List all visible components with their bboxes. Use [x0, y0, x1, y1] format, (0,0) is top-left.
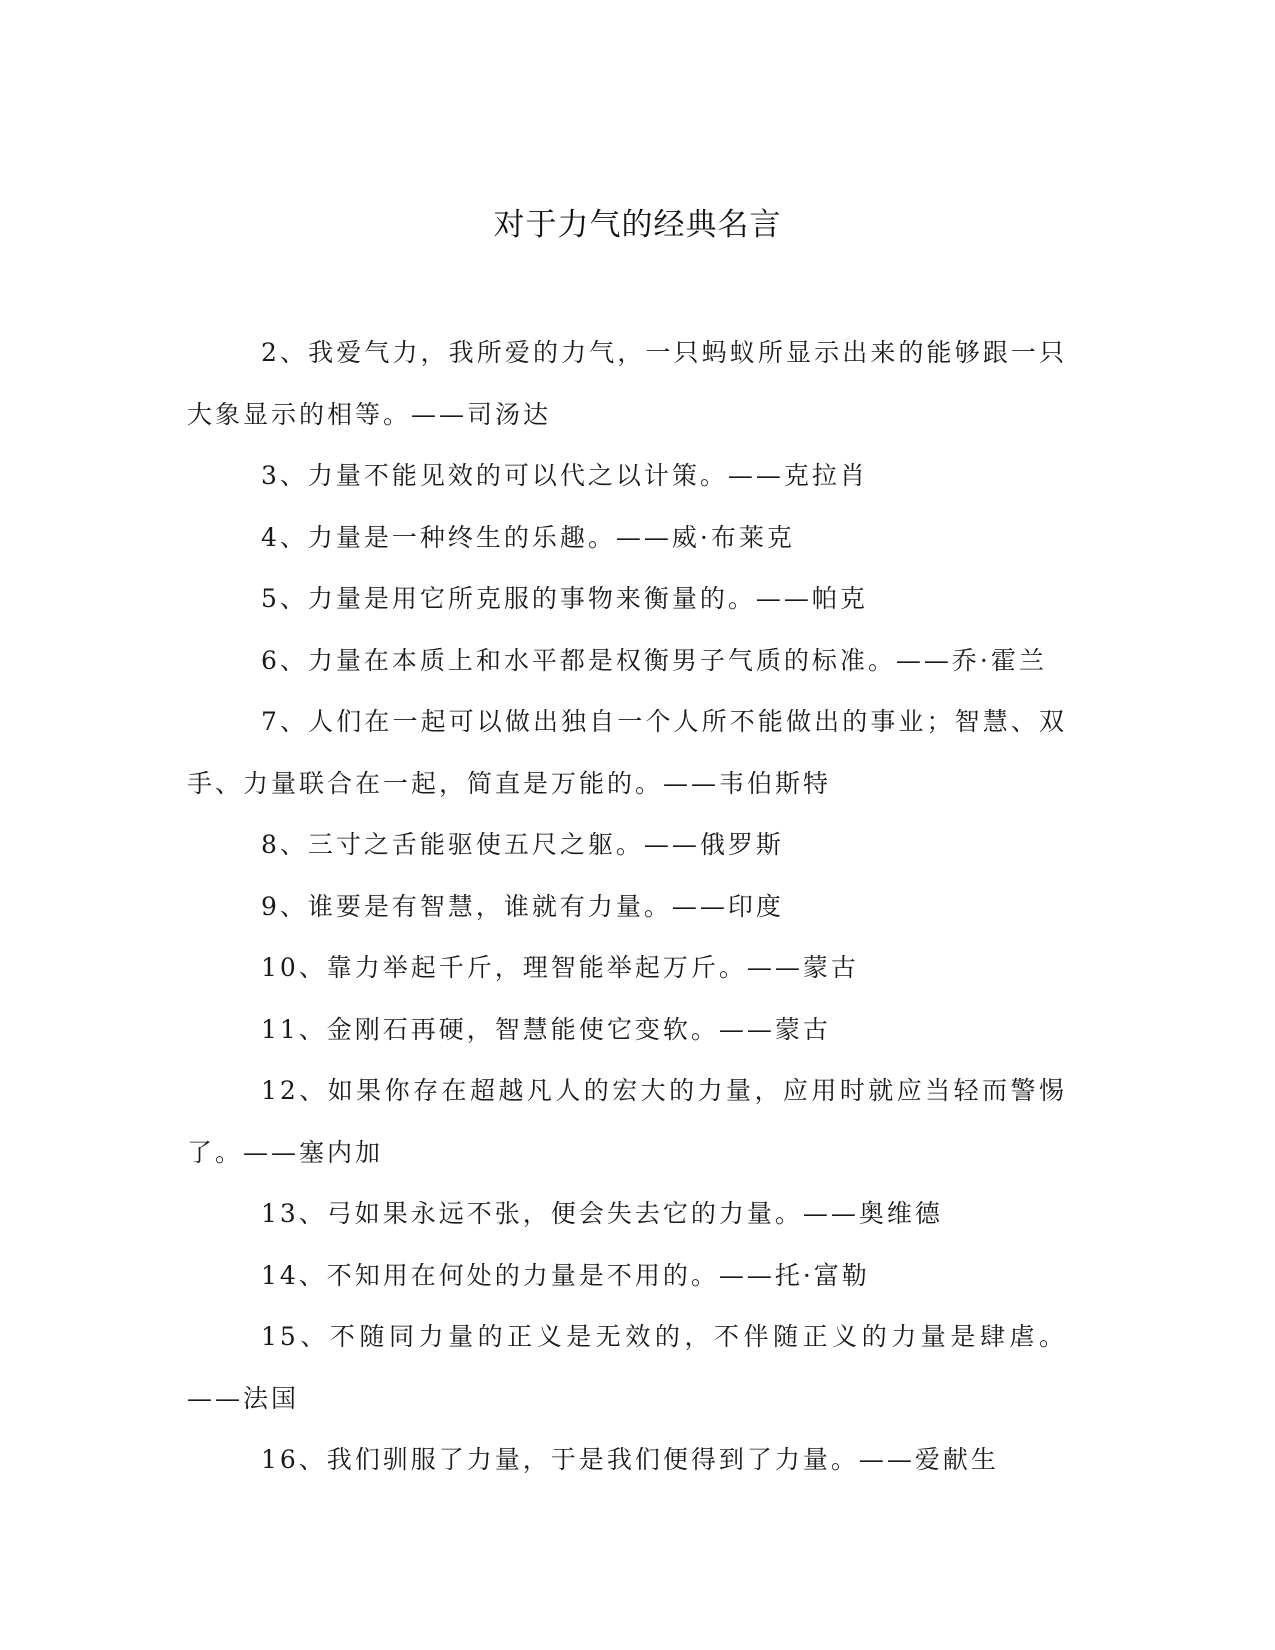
- quote-paragraph: 8、三寸之舌能驱使五尺之躯。——俄罗斯: [261, 830, 784, 859]
- quote-paragraph: 5、力量是用它所克服的事物来衡量的。——帕克: [261, 584, 868, 613]
- quote-paragraph: 7、人们在一起可以做出独自一个人所不能做出的事业；智慧、双手、力量联合在一起，简直是万能的。——韦伯斯特: [187, 707, 1067, 798]
- quote-paragraph: 14、不知用在何处的力量是不用的。——托·富勒: [261, 1260, 870, 1290]
- document-title: 对于力气的经典名言: [493, 207, 782, 243]
- quote-paragraph: 13、弓如果永远不张，便会失去它的力量。——奥维德: [261, 1199, 943, 1228]
- quote-paragraph: 10、靠力举起千斤，理智能举起万斤。——蒙古: [261, 953, 859, 982]
- quote-paragraph: 12、如果你存在超越凡人的宏大的力量，应用时就应当轻而警惕了。——塞内加: [187, 1076, 1067, 1167]
- quote-paragraph: 6、力量在本质上和水平都是权衡男子气质的标准。——乔·霍兰: [261, 645, 1047, 675]
- quote-list: [187, 322, 1067, 1491]
- quote-paragraph: 15、不随同力量的正义是无效的，不伴随正义的力量是肆虐。——法国: [187, 1322, 1067, 1413]
- quote-paragraph: 9、谁要是有智慧，谁就有力量。——印度: [261, 891, 784, 921]
- quote-paragraph: 4、力量是一种终生的乐趣。——威·布莱克: [261, 522, 795, 552]
- quote-paragraph: 2、我爱气力，我所爱的力气，一只蚂蚁所显示出来的能够跟一只大象显示的相等。——司汤达: [187, 338, 1067, 429]
- quote-paragraph: 16、我们驯服了力量，于是我们便得到了力量。——爱献生: [261, 1445, 999, 1474]
- quote-paragraph: 3、力量不能见效的可以代之以计策。——克拉肖: [261, 461, 868, 490]
- quote-paragraph: 11、金刚石再硬，智慧能使它变软。——蒙古: [261, 1014, 831, 1044]
